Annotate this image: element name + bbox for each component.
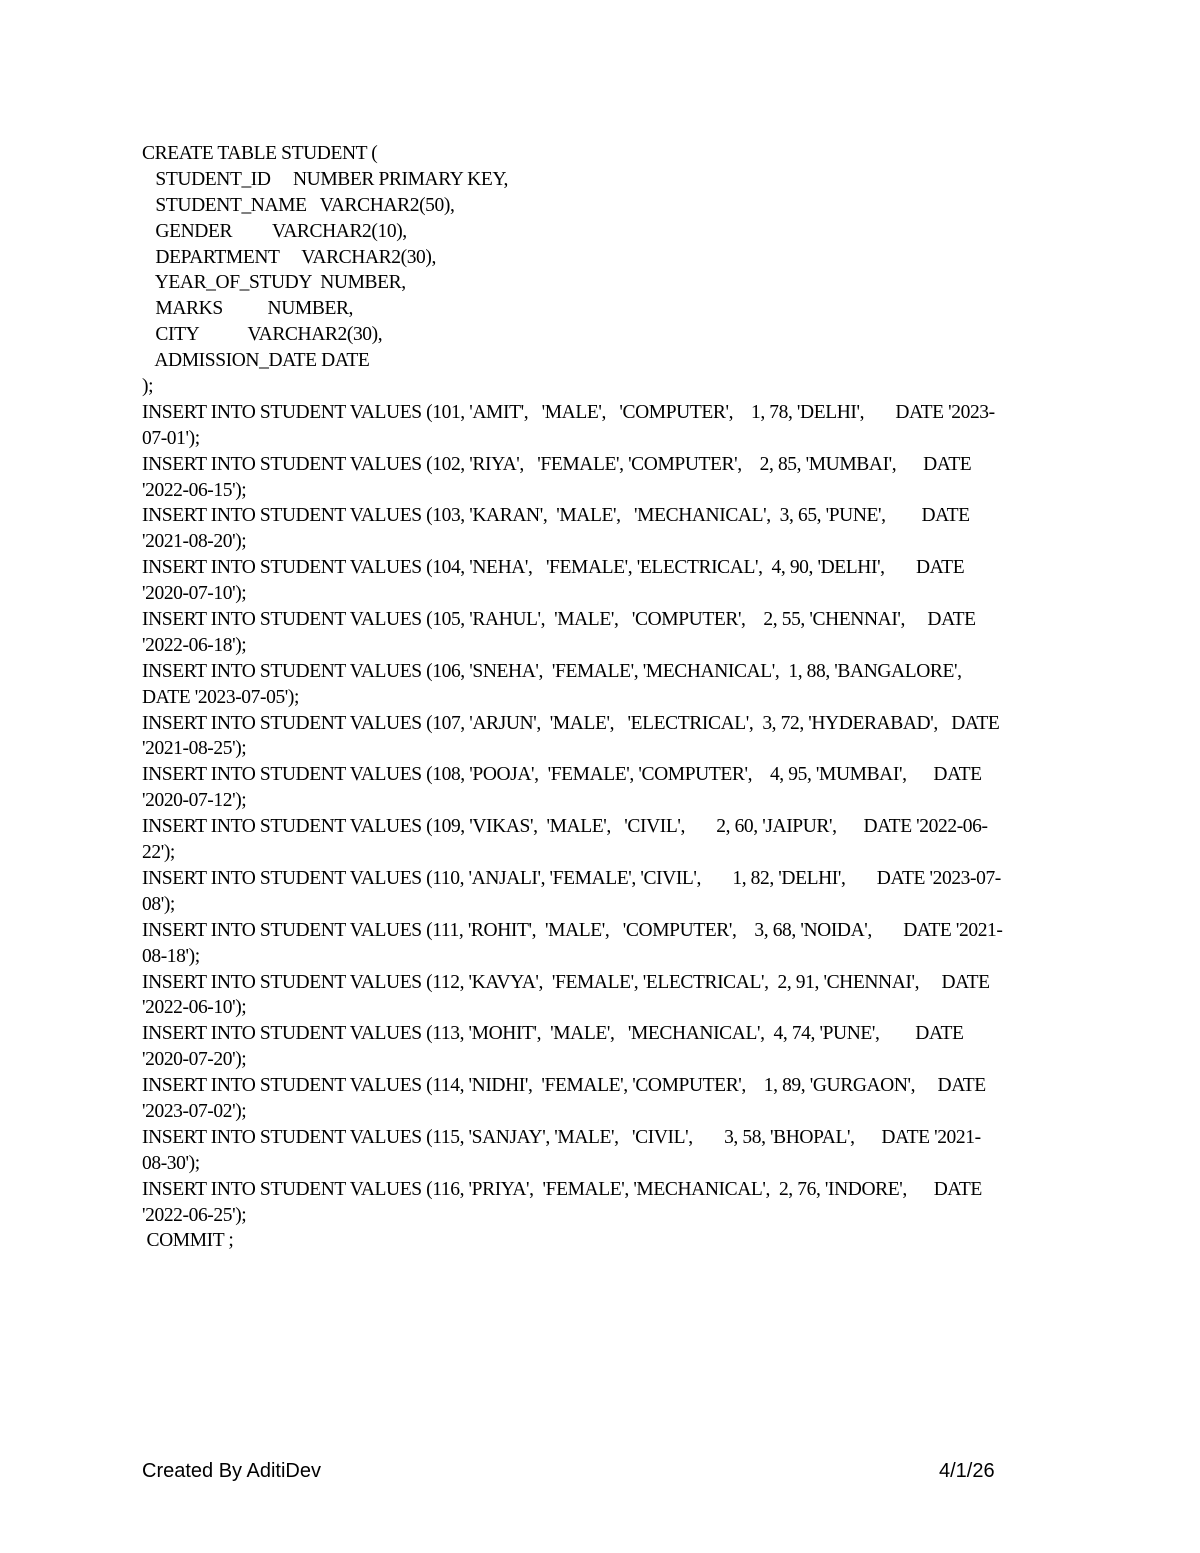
sql-line: 07-01');: [142, 427, 200, 449]
sql-line: CREATE TABLE STUDENT (: [142, 143, 378, 164]
sql-line: MARKS NUMBER,: [142, 298, 354, 320]
sql-line: INSERT INTO STUDENT VALUES (110, 'ANJALI', 'FEMALE', 'CIVIL', 1, 82, 'DELHI', DATE '2023-07-: [142, 867, 1001, 889]
sql-line: COMMIT ;: [142, 1230, 234, 1252]
sql-line: INSERT INTO STUDENT VALUES (106, 'SNEHA', 'FEMALE', 'MECHANICAL', 1, 88, 'BANGALORE',: [142, 660, 962, 682]
sql-line: INSERT INTO STUDENT VALUES (107, 'ARJUN', 'MALE', 'ELECTRICAL', 3, 72, 'HYDERABAD', DATE: [142, 712, 1000, 734]
sql-line: CITY VARCHAR2(30),: [142, 324, 383, 346]
sql-line: '2021-08-25');: [142, 738, 247, 760]
sql-line: INSERT INTO STUDENT VALUES (103, 'KARAN', 'MALE', 'MECHANICAL', 3, 65, 'PUNE', DATE: [142, 505, 970, 527]
sql-line: INSERT INTO STUDENT VALUES (113, 'MOHIT', 'MALE', 'MECHANICAL', 4, 74, 'PUNE', DATE: [142, 1023, 964, 1045]
sql-line: '2021-08-20');: [142, 531, 247, 553]
sql-line: INSERT INTO STUDENT VALUES (105, 'RAHUL', 'MALE', 'COMPUTER', 2, 55, 'CHENNAI', DATE: [142, 609, 976, 631]
sql-line: STUDENT_ID NUMBER PRIMARY KEY,: [142, 168, 509, 190]
sql-line: ADMISSION_DATE DATE: [142, 350, 370, 372]
sql-line: );: [142, 376, 154, 398]
sql-line: 08-30');: [142, 1152, 200, 1174]
sql-line: INSERT INTO STUDENT VALUES (108, 'POOJA', 'FEMALE', 'COMPUTER', 4, 95, 'MUMBAI', DATE: [142, 764, 982, 786]
sql-line: 08-18');: [142, 945, 200, 967]
sql-line: INSERT INTO STUDENT VALUES (109, 'VIKAS', 'MALE', 'CIVIL', 2, 60, 'JAIPUR', DATE '2022-06-: [142, 816, 988, 838]
sql-line: INSERT INTO STUDENT VALUES (104, 'NEHA', 'FEMALE', 'ELECTRICAL', 4, 90, 'DELHI', DATE: [142, 557, 965, 579]
sql-line: INSERT INTO STUDENT VALUES (112, 'KAVYA', 'FEMALE', 'ELECTRICAL', 2, 91, 'CHENNAI', DATE: [142, 971, 990, 993]
sql-line: STUDENT_NAME VARCHAR2(50),: [142, 194, 455, 216]
sql-line: DEPARTMENT VARCHAR2(30),: [142, 246, 436, 268]
sql-line: INSERT INTO STUDENT VALUES (101, 'AMIT', 'MALE', 'COMPUTER', 1, 78, 'DELHI', DATE '2023-: [142, 401, 995, 423]
sql-line: '2020-07-12');: [142, 790, 247, 812]
sql-line: INSERT INTO STUDENT VALUES (116, 'PRIYA', 'FEMALE', 'MECHANICAL', 2, 76, 'INDORE', DATE: [142, 1178, 982, 1200]
sql-line: INSERT INTO STUDENT VALUES (114, 'NIDHI', 'FEMALE', 'COMPUTER', 1, 89, 'GURGAON', DATE: [142, 1075, 986, 1097]
sql-line: '2022-06-10');: [142, 997, 247, 1019]
sql-line: '2022-06-18');: [142, 634, 247, 656]
sql-line: '2020-07-20');: [142, 1049, 247, 1071]
sql-line: DATE '2023-07-05');: [142, 686, 300, 708]
footer-date: 4/1/26: [939, 1460, 995, 1482]
sql-script-body: [142, 141, 1072, 1254]
sql-line: 08');: [142, 893, 175, 915]
sql-line: YEAR_OF_STUDY NUMBER,: [142, 272, 406, 294]
sql-line: INSERT INTO STUDENT VALUES (111, 'ROHIT', 'MALE', 'COMPUTER', 3, 68, 'NOIDA', DATE '2021-: [142, 919, 1003, 941]
sql-line: '2022-06-25');: [142, 1204, 247, 1226]
sql-line: '2020-07-10');: [142, 583, 247, 605]
sql-line: '2023-07-02');: [142, 1100, 247, 1122]
sql-line: '2022-06-15');: [142, 479, 247, 501]
sql-line: 22');: [142, 842, 175, 864]
footer-created-by: Created By AditiDev: [142, 1460, 321, 1482]
sql-line: INSERT INTO STUDENT VALUES (115, 'SANJAY', 'MALE', 'CIVIL', 3, 58, 'BHOPAL', DATE '2021-: [142, 1126, 981, 1148]
sql-line: GENDER VARCHAR2(10),: [142, 220, 407, 242]
sql-line: INSERT INTO STUDENT VALUES (102, 'RIYA', 'FEMALE', 'COMPUTER', 2, 85, 'MUMBAI', DATE: [142, 453, 972, 475]
